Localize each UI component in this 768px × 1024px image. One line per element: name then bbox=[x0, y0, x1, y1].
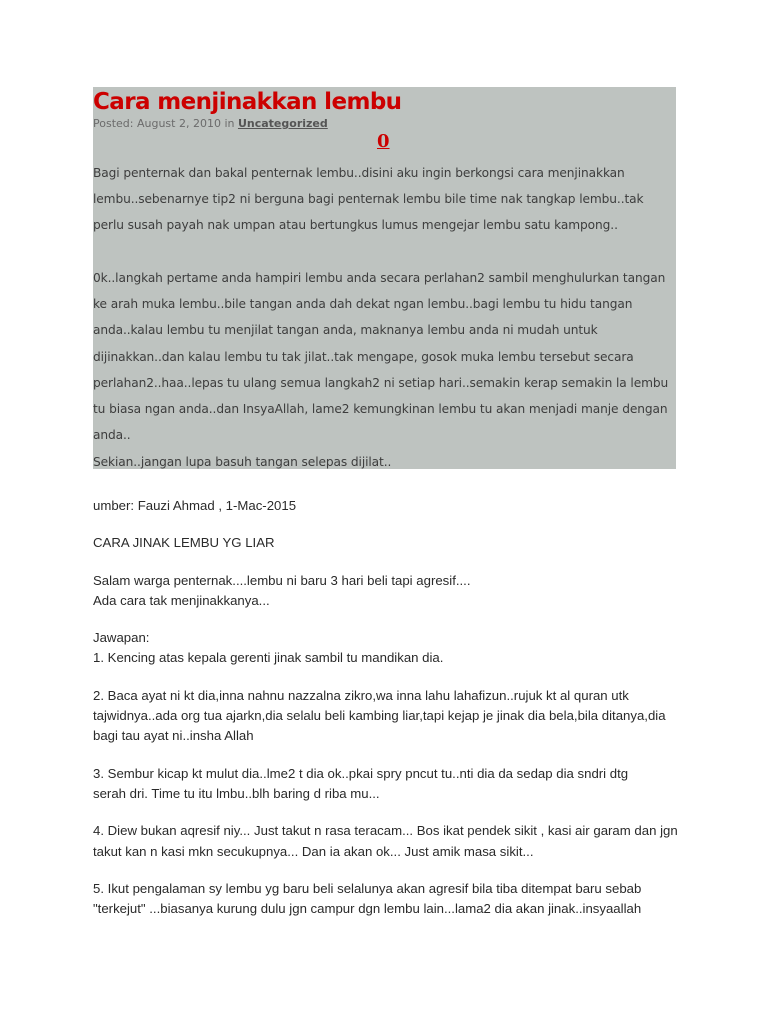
post-paragraph: Sekian..jangan lupa basuh tangan selepas dijilat.. bbox=[93, 455, 392, 469]
posted-date: Posted: August 2, 2010 in bbox=[93, 117, 238, 130]
source-line: umber: Fauzi Ahmad , 1-Mac-2015 bbox=[93, 498, 297, 513]
answer-item: 2. Baca ayat ni kt dia,inna nahnu nazzalna zikro,wa inna lahu lahafizun..rujuk kt al quran utk tajwidnya..ada org tua ajarkn,dia selalu beli kambing liar,tapi kejap je jinak dia bela,bila ditanya,dia bagi tau ayat ni..insha Allah bbox=[93, 687, 666, 744]
answer-item: 1. Kencing atas kepala gerenti jinak sambil tu mandikan dia. bbox=[93, 650, 444, 666]
comment-count-link[interactable]: 0 bbox=[377, 131, 390, 152]
answer-item: 4. Diew bukan aqresif niy... Just takut n rasa teracam... Bos ikat pendek sikit , kasi air garam dan jgn takut kan n kasi mkn secukupnya... Dan ia akan ok... Just amik masa sikit... bbox=[93, 823, 678, 859]
answer-item: 3. Sembur kicap kt mulut dia..lme2 t dia ok..pkai spry pncut tu..nti dia da sedap dia sndri dtg serah dri. Time tu itu lmbu..blh baring d riba mu... bbox=[93, 765, 629, 801]
post-paragraph: Bagi penternak dan bakal penternak lembu..disini aku ingin berkongsi cara menjinakkan lembu..sebenarnye tip2 ni berguna bagi penternak lembu bile time nak tangkap lembu..tak perlu susah payah nak umpan atau bertungkus lumus mengejar lembu satu kampong.. bbox=[93, 166, 644, 233]
blog-post-excerpt bbox=[93, 87, 676, 469]
answer-item: 5. Ikut pengalaman sy lembu yg baru beli selalunya akan agresif bila tiba ditempat baru sebab "terkejut" ...biasanya kurung dulu jgn campur dgn lembu lain...lama2 dia akan jinak..insyaallah bbox=[93, 880, 642, 917]
question-line: Salam warga penternak....lembu ni baru 3 hari beli tapi agresif.... bbox=[93, 572, 471, 588]
answer-label: Jawapan: bbox=[93, 630, 150, 646]
question bbox=[93, 571, 693, 612]
question-line: Ada cara tak menjinakkanya... bbox=[93, 592, 270, 608]
post-meta bbox=[93, 117, 328, 130]
forum-heading: CARA JINAK LEMBU YG LIAR bbox=[93, 535, 275, 551]
post-paragraph: 0k..langkah pertame anda hampiri lembu anda secara perlahan2 sambil menghulurkan tangan ke arah muka lembu..bile tangan anda dah dekat ngan lembu..bagi lembu tu hidu tangan anda..kalau lembu tu menjilat tangan anda, maknanya lembu anda ni mudah untuk dijinakkan..dan kalau lembu tu tak jilat..tak mengape, gosok muka lembu tersebut secara perlahan2..haa..lepas tu ulang semua langkah2 ni setiap hari..semakin kerap semakin la lembu tu biasa ngan anda..dan InsyaAllah, lame2 kemungkinan lembu tu akan menjadi manje dengan anda.. bbox=[93, 271, 669, 443]
answer-block bbox=[93, 628, 693, 669]
category-link[interactable]: Uncategorized bbox=[237, 117, 328, 130]
forum-answers bbox=[93, 496, 693, 936]
post-title[interactable]: Cara menjinakkan lembu bbox=[93, 89, 402, 115]
